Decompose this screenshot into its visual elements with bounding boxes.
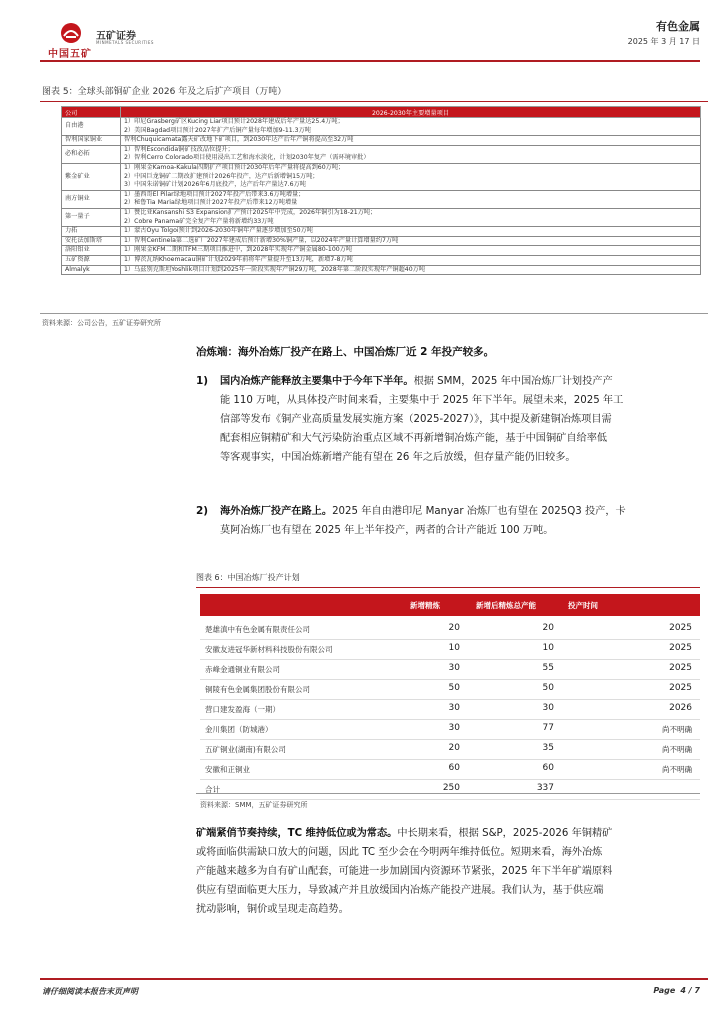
figure5-table-body bbox=[62, 118, 701, 275]
logo-subtitle: MINMETALS SECURITIES bbox=[96, 40, 154, 45]
figure6-new-capacity: 50 bbox=[448, 683, 460, 693]
figure6-total-capacity: 30 bbox=[542, 703, 554, 713]
list-number-2: 2) bbox=[196, 505, 209, 517]
figure5-project-line: 1）智利Escondida铜矿技改品位提升； bbox=[124, 145, 234, 153]
figure6-title: 图表 6：中国冶炼厂投产计划 bbox=[196, 573, 300, 582]
figure6-smelter-name: 合计 bbox=[205, 785, 220, 794]
paragraph-3-line4: 供应有望面临更大压力，导致减产并且放缓国内冶炼产能投产进展。我们认为，基于供应端 bbox=[196, 885, 604, 896]
figure5-project-line: 2）Cobre Panama矿完全复产年产量将新增约33万吨 bbox=[124, 217, 274, 225]
figure5-company: 南方铜业 bbox=[62, 190, 121, 208]
paragraph-3 bbox=[196, 824, 700, 919]
paragraph-3-line1: 中长期来看，根据 S&P，2025-2026 年铜精矿 bbox=[397, 828, 613, 839]
footer-page-label: Page bbox=[653, 986, 676, 995]
figure5-projects bbox=[121, 246, 701, 256]
paragraph-3-line2: 或将面临供需缺口放大的问题，因此 TC 至少会在今明两年维持低位。短期来看，海外冶炼 bbox=[196, 847, 603, 858]
list-number-1: 1) bbox=[196, 375, 209, 387]
figure6-smelter-name: 铜陵有色金属集团股份有限公司 bbox=[205, 685, 310, 694]
figure5-project-line: 1）乌兹别克斯坦Yoshlik项目计划到2025年一阶段实现年产铜29万吨，2028年第二阶段实现年产铜超40万吨 bbox=[124, 265, 426, 273]
figure6-total-capacity: 50 bbox=[542, 683, 554, 693]
figure5-company: 第一量子 bbox=[62, 208, 121, 226]
figure6-new-capacity: 30 bbox=[448, 703, 460, 713]
figure6-source: 资料来源：SMM，五矿证券研究所 bbox=[200, 801, 308, 809]
figure5-company: 力拓 bbox=[62, 227, 121, 237]
figure6-col-time: 投产时间 bbox=[568, 601, 598, 610]
figure6-smelter-name: 金川集团（防城港） bbox=[205, 725, 273, 734]
header-date: 2025 年 3 月 17 日 bbox=[627, 37, 700, 46]
figure6-new-capacity: 30 bbox=[448, 723, 460, 733]
figure5-row bbox=[62, 136, 701, 146]
paragraph-3-line3: 产能越来越多为自有矿山配套，可能进一步加剧国内资源环节紧张，2025 年下半年矿端原料 bbox=[196, 866, 613, 877]
figure6-col-total: 新增后精炼总产能 bbox=[476, 601, 536, 610]
figure5-row bbox=[62, 163, 701, 190]
figure6-start-time: 尚不明确 bbox=[662, 765, 692, 774]
figure5-projects bbox=[121, 190, 701, 208]
paragraph-1-line4: 配套相应铜精矿和大气污染防治重点区域不再新增铜冶炼产能，基于中国铜矿自给率低 bbox=[220, 433, 608, 444]
figure5-row bbox=[62, 227, 701, 237]
figure6-total-capacity: 77 bbox=[542, 723, 554, 733]
paragraph-3-line5: 扰动影响，铜价或呈现走高趋势。 bbox=[196, 904, 349, 915]
figure5-project-line: 1）蒙古Oyu Tolgoi预计到2026-2030年铜年产量逐步增加至50万吨 bbox=[124, 227, 313, 235]
figure6-smelter-name: 安徽友进冠华新材料科技股份有限公司 bbox=[205, 645, 333, 654]
figure5-company: 安托法加斯塔 bbox=[62, 236, 121, 246]
header-industry: 有色金属 bbox=[656, 20, 700, 33]
figure5-projects bbox=[121, 136, 701, 146]
footer-page bbox=[653, 986, 700, 995]
footer-page-number: 4 / 7 bbox=[680, 986, 700, 995]
figure5-bottom-rule bbox=[40, 313, 708, 314]
figure6-smelter-name: 五矿铜业(湖南)有限公司 bbox=[205, 745, 286, 754]
paragraph-1-line5: 等客观事实，中国冶炼新增产能有望在 26 年之后放缓，但存量产能仍旧较多。 bbox=[220, 452, 576, 463]
figure6-new-capacity: 10 bbox=[448, 643, 460, 653]
figure6-start-time: 尚不明确 bbox=[662, 725, 692, 734]
paragraph-2-lead: 海外冶炼厂投产在路上。 bbox=[220, 506, 333, 517]
paragraph-1-line3: 信部等发布《铜产业高质量发展实施方案（2025-2027）》，其中提及新建铜冶炼项目需 bbox=[220, 414, 612, 425]
figure5-project-line: 1）博茨瓦纳Khoemacau铜矿计划2029年前将年产量提升至13万吨，新增7-8万吨 bbox=[124, 255, 353, 263]
figure6-start-time: 2025 bbox=[669, 623, 692, 633]
figure5-project-line: 1）刚果金KFM二期和TFM三期项目推进中，到2028年实现年产铜金属80-100万吨 bbox=[124, 246, 353, 254]
figure5-row bbox=[62, 246, 701, 256]
figure5-project-line: 1）赞比亚Kansanshi S3 Expansion扩产预计2025年中完成，2026年铜引为18-21万吨； bbox=[124, 208, 377, 216]
figure6-col-new: 新增精炼 bbox=[410, 601, 440, 610]
figure5-company: 智利国家铜业 bbox=[62, 136, 121, 146]
figure5-row bbox=[62, 190, 701, 208]
figure5-row bbox=[62, 208, 701, 226]
figure5-row bbox=[62, 145, 701, 163]
figure5-title: 图表 5：全球头部铜矿企业 2026 年及之后扩产项目（万吨） bbox=[42, 87, 287, 97]
figure6-new-capacity: 20 bbox=[448, 743, 460, 753]
figure5-row bbox=[62, 236, 701, 246]
figure5-project-line: 2）中国巨龙铜矿二期改扩建预计2026年投产，达产后新增铜15万吨； bbox=[124, 172, 319, 180]
figure5-project-line: 2）智利Cerro Colorado项目使用浸出工艺和海水淡化，计划2030年复产（需环境审批） bbox=[124, 154, 370, 162]
figure5-projects bbox=[121, 208, 701, 226]
figure5-row bbox=[62, 118, 701, 136]
paragraph-1-line2: 能 110 万吨，从具体投产时间来看，主要集中于 2025 年下半年。展望未来，2025 年工 bbox=[220, 395, 624, 406]
figure6-start-time: 2025 bbox=[669, 663, 692, 673]
figure5-projects bbox=[121, 118, 701, 136]
paragraph-2-line2: 莫阿冶炼厂也有望在 2025 年上半年投产，两者的合计产能近 100 万吨。 bbox=[220, 525, 554, 536]
figure5-projects bbox=[121, 227, 701, 237]
figure6-smelter-name: 营口建发盈海（一期） bbox=[205, 705, 280, 714]
figure6-new-capacity: 30 bbox=[448, 663, 460, 673]
figure6-bottom-rule bbox=[196, 793, 700, 794]
figure5-project-line: 1）智利Centinela第二选矿厂2027年建成后预计新增30%铜产量，以2024年产量计算增量约7万吨 bbox=[124, 236, 399, 244]
figure5-project-line: 智利Chuquicamata露天矿改地下矿项目，到2030年达产后年产铜将提高至32万吨 bbox=[124, 136, 354, 144]
figure5-projects bbox=[121, 163, 701, 190]
paragraph-3-lead: 矿端紧俏节奏持续，TC 维持低位或为常态。 bbox=[196, 828, 398, 839]
figure5-header-projects: 2026-2030年主要增量项目 bbox=[121, 107, 701, 118]
figure5-company: 五矿资源 bbox=[62, 255, 121, 265]
figure5-project-line: 2）秘鲁Tia Maria绿地项目预计2027年投产后带来12万吨增量 bbox=[124, 199, 298, 207]
footer-divider bbox=[40, 978, 708, 980]
figure6-total-capacity: 55 bbox=[542, 663, 554, 673]
figure5-company: 洛阳钼业 bbox=[62, 246, 121, 256]
figure6-new-capacity: 60 bbox=[448, 763, 460, 773]
figure6-smelter-name: 安徽和正铜业 bbox=[205, 765, 250, 774]
figure6-top-rule bbox=[196, 587, 700, 588]
section-heading-smelting: 冶炼端：海外冶炼厂投产在路上、中国冶炼厂近 2 年投产较多。 bbox=[196, 346, 495, 358]
figure5-row bbox=[62, 265, 701, 275]
footer-disclaimer: 请仔细阅读本报告末页声明 bbox=[42, 987, 138, 996]
figure5-project-line: 3）中国朱诺铜矿计划2026年6月底投产，达产后年产量达7.6万吨 bbox=[124, 181, 306, 189]
figure5-table bbox=[61, 106, 701, 275]
figure5-project-line: 1）印尼Grasberg矿区Kucing Liar项目预计2028年建成后年产量达25.4万吨； bbox=[124, 118, 344, 125]
logo-chinese-name: 中国五矿 bbox=[48, 49, 92, 60]
figure5-company: 自由港 bbox=[62, 118, 121, 136]
figure6-start-time: 尚不明确 bbox=[662, 745, 692, 754]
paragraph-2 bbox=[220, 502, 700, 540]
figure6-total-capacity: 60 bbox=[542, 763, 554, 773]
figure5-source: 资料来源：公司公告，五矿证券研究所 bbox=[42, 319, 161, 327]
figure5-projects bbox=[121, 265, 701, 275]
figure5-top-rule bbox=[40, 101, 708, 102]
paragraph-2-line1: 2025 年自由港印尼 Manyar 冶炼厂也有望在 2025Q3 投产，卡 bbox=[332, 506, 626, 517]
figure5-projects bbox=[121, 145, 701, 163]
figure5-projects bbox=[121, 236, 701, 246]
figure5-company: 必和必拓 bbox=[62, 145, 121, 163]
logo-brand: 五矿证券 bbox=[96, 31, 136, 42]
figure6-start-time: 2025 bbox=[669, 683, 692, 693]
figure6-smelter-name: 赤峰金通铜业有限公司 bbox=[205, 665, 280, 674]
figure5-project-line: 1）刚果金Kamoa-Kakula四期扩产项目预计2030年后年产量将提高到60万吨； bbox=[124, 163, 345, 171]
figure6-new-capacity: 20 bbox=[448, 623, 460, 633]
figure6-total-capacity: 10 bbox=[542, 643, 554, 653]
figure6-start-time: 2026 bbox=[669, 703, 692, 713]
header-divider bbox=[40, 60, 700, 62]
figure5-header-company: 公司 bbox=[62, 107, 121, 118]
figure5-project-line: 1）墨西哥El Pilar绿地项目预计2027年投产后带来3.6万吨增量； bbox=[124, 190, 305, 198]
figure6-smelter-name: 楚雄滇中有色金属有限责任公司 bbox=[205, 625, 310, 634]
minmetals-logo-icon bbox=[60, 22, 82, 44]
figure6-total-capacity: 337 bbox=[536, 783, 554, 793]
paragraph-1-lead: 国内冶炼产能释放主要集中于今年下半年。 bbox=[220, 376, 414, 387]
figure5-company: 紫金矿业 bbox=[62, 163, 121, 190]
paragraph-1 bbox=[220, 372, 700, 467]
figure5-row bbox=[62, 255, 701, 265]
figure6-total-capacity: 35 bbox=[542, 743, 554, 753]
paragraph-1-line1: 根据 SMM，2025 年中国冶炼厂计划投产产 bbox=[413, 376, 613, 387]
figure6-total-capacity: 20 bbox=[542, 623, 554, 633]
figure6-new-capacity: 250 bbox=[442, 783, 460, 793]
figure5-company: Almalyk bbox=[62, 265, 121, 275]
figure5-project-line: 2）美国Bagdad项目预计2027年扩产后铜产量每年增加9-11.3万吨 bbox=[124, 126, 311, 134]
figure6-header-bar bbox=[200, 594, 700, 616]
figure6-start-time: 2025 bbox=[669, 643, 692, 653]
figure5-projects bbox=[121, 255, 701, 265]
